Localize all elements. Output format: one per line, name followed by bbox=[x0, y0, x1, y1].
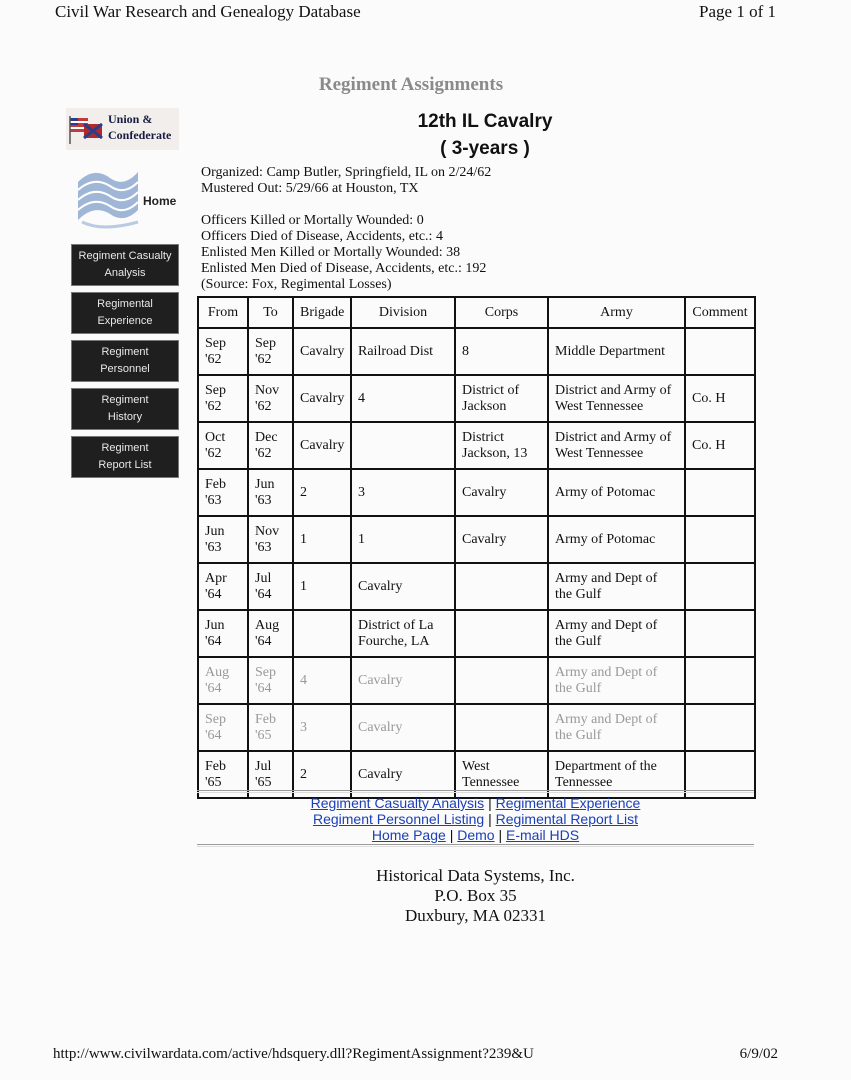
stat-line: Enlisted Men Killed or Mortally Wounded: 38 bbox=[201, 245, 461, 260]
table-cell: Feb '63 bbox=[198, 469, 248, 516]
table-header-row bbox=[198, 297, 755, 328]
table-cell: District Jackson, 13 bbox=[455, 422, 548, 469]
table-cell: Sep '64 bbox=[198, 704, 248, 751]
table-cell: Middle Department bbox=[548, 328, 685, 375]
table-cell bbox=[293, 610, 351, 657]
regiment-term: ( 3-years ) bbox=[440, 138, 530, 159]
table-cell: Cavalry bbox=[455, 469, 548, 516]
nav-regiment-personnel[interactable]: Regiment Personnel bbox=[71, 340, 179, 382]
page-number: Page 1 of 1 bbox=[699, 2, 776, 21]
table-cell: Feb '65 bbox=[198, 751, 248, 798]
table-row bbox=[198, 516, 755, 563]
table-row bbox=[198, 610, 755, 657]
table-cell: 8 bbox=[455, 328, 548, 375]
table-cell: 4 bbox=[293, 657, 351, 704]
section-title: Regiment Assignments bbox=[318, 74, 504, 95]
table-cell: Sep '62 bbox=[248, 328, 293, 375]
assignments-table bbox=[197, 296, 756, 799]
table-cell: 2 bbox=[293, 751, 351, 798]
table-row bbox=[198, 657, 755, 704]
table-cell bbox=[455, 610, 548, 657]
table-cell: Nov '63 bbox=[248, 516, 293, 563]
table-cell: Sep '64 bbox=[248, 657, 293, 704]
table-cell: Aug '64 bbox=[248, 610, 293, 657]
table-row bbox=[198, 375, 755, 422]
print-date: 6/9/02 bbox=[739, 1046, 778, 1062]
link-demo[interactable]: Demo bbox=[457, 827, 495, 843]
table-cell: Co. H bbox=[685, 375, 755, 422]
table-cell: Department of the Tennessee bbox=[548, 751, 685, 798]
po-box: P.O. Box 35 bbox=[434, 886, 517, 905]
nav-regiment-report-list[interactable]: Regiment Report List bbox=[71, 436, 179, 478]
table-cell: Co. H bbox=[685, 422, 755, 469]
table-cell: Sep '62 bbox=[198, 328, 248, 375]
table-cell: Cavalry bbox=[351, 751, 455, 798]
table-cell bbox=[685, 657, 755, 704]
table-cell: Cavalry bbox=[455, 516, 548, 563]
table-cell: District and Army of West Tennessee bbox=[548, 375, 685, 422]
table-cell bbox=[685, 704, 755, 751]
table-cell: Jul '65 bbox=[248, 751, 293, 798]
table-cell bbox=[685, 610, 755, 657]
table-cell: Dec '62 bbox=[248, 422, 293, 469]
table-cell: Cavalry bbox=[293, 422, 351, 469]
table-cell: Army and Dept of the Gulf bbox=[548, 563, 685, 610]
flag-icon bbox=[72, 160, 142, 238]
source-line: (Source: Fox, Regimental Losses) bbox=[201, 277, 392, 292]
column-header: To bbox=[248, 297, 293, 328]
link-email[interactable]: E-mail HDS bbox=[506, 827, 580, 843]
nav-regiment-history[interactable]: Regiment History bbox=[71, 388, 179, 430]
company-address bbox=[0, 866, 851, 926]
table-cell: District and Army of West Tennessee bbox=[548, 422, 685, 469]
column-header: Corps bbox=[455, 297, 548, 328]
table-row bbox=[198, 422, 755, 469]
table-cell: Army and Dept of the Gulf bbox=[548, 657, 685, 704]
regiment-name: 12th IL Cavalry bbox=[417, 111, 553, 132]
table-cell: Cavalry bbox=[293, 375, 351, 422]
table-cell: West Tennessee bbox=[455, 751, 548, 798]
table-cell: Army of Potomac bbox=[548, 469, 685, 516]
table-cell bbox=[685, 328, 755, 375]
table-cell: Jul '64 bbox=[248, 563, 293, 610]
company-name: Historical Data Systems, Inc. bbox=[376, 866, 575, 885]
link-separator: | bbox=[498, 827, 503, 843]
table-cell bbox=[455, 657, 548, 704]
table-cell bbox=[455, 563, 548, 610]
table-cell: Jun '63 bbox=[198, 516, 248, 563]
table-cell: 3 bbox=[351, 469, 455, 516]
table-cell: 2 bbox=[293, 469, 351, 516]
logo-line-1: Union & bbox=[108, 112, 153, 126]
link-separator: | bbox=[488, 795, 492, 811]
table-cell: Cavalry bbox=[351, 704, 455, 751]
table-cell: Cavalry bbox=[351, 563, 455, 610]
link-home-page[interactable]: Home Page bbox=[371, 827, 446, 843]
table-cell: Jun '64 bbox=[198, 610, 248, 657]
table-cell: Railroad Dist bbox=[351, 328, 455, 375]
flags-icon bbox=[68, 112, 106, 146]
link-report-list[interactable]: Regimental Report List bbox=[495, 811, 639, 827]
site-title: Civil War Research and Genealogy Database bbox=[55, 2, 361, 21]
table-cell: Cavalry bbox=[293, 328, 351, 375]
table-cell: Nov '62 bbox=[248, 375, 293, 422]
column-header: Division bbox=[351, 297, 455, 328]
bottom-divider bbox=[197, 844, 754, 847]
table-cell: Sep '62 bbox=[198, 375, 248, 422]
column-header: Army bbox=[548, 297, 685, 328]
table-cell: Apr '64 bbox=[198, 563, 248, 610]
top-divider bbox=[197, 790, 754, 793]
table-cell: Feb '65 bbox=[248, 704, 293, 751]
table-cell: Army and Dept of the Gulf bbox=[548, 704, 685, 751]
link-casualty-analysis[interactable]: Regiment Casualty Analysis bbox=[310, 795, 485, 811]
table-cell: Oct '62 bbox=[198, 422, 248, 469]
column-header: Brigade bbox=[293, 297, 351, 328]
nav-regiment-casualty-analysis[interactable]: Regiment Casualty Analysis bbox=[71, 244, 179, 286]
table-cell bbox=[685, 516, 755, 563]
mustered-out-line: Mustered Out: 5/29/66 at Houston, TX bbox=[201, 181, 419, 196]
table-row bbox=[198, 563, 755, 610]
table-cell: 4 bbox=[351, 375, 455, 422]
column-header: Comment bbox=[685, 297, 755, 328]
table-cell bbox=[351, 422, 455, 469]
home-label[interactable]: Home bbox=[143, 194, 177, 208]
table-row bbox=[198, 704, 755, 751]
table-row bbox=[198, 328, 755, 375]
stat-line: Enlisted Men Died of Disease, Accidents, etc.: 192 bbox=[201, 261, 487, 276]
stat-line: Officers Killed or Mortally Wounded: 0 bbox=[201, 213, 424, 228]
table-cell bbox=[685, 469, 755, 516]
footer-links bbox=[197, 795, 754, 843]
losses-info bbox=[201, 213, 486, 293]
table-cell: Army of Potomac bbox=[548, 516, 685, 563]
link-separator: | bbox=[488, 811, 492, 827]
table-cell: 1 bbox=[351, 516, 455, 563]
organized-info bbox=[201, 165, 491, 197]
table-cell bbox=[685, 563, 755, 610]
table-cell: 3 bbox=[293, 704, 351, 751]
link-personnel-listing[interactable]: Regiment Personnel Listing bbox=[312, 811, 485, 827]
table-cell: Aug '64 bbox=[198, 657, 248, 704]
table-cell: 1 bbox=[293, 516, 351, 563]
table-cell: District of La Fourche, LA bbox=[351, 610, 455, 657]
logo-line-2: Confederate bbox=[108, 128, 172, 142]
page-url: http://www.civilwardata.com/active/hdsquery.dll?RegimentAssignment?239&U bbox=[53, 1046, 534, 1062]
table-cell: Cavalry bbox=[351, 657, 455, 704]
table-row bbox=[198, 469, 755, 516]
union-confederate-logo bbox=[66, 108, 179, 150]
link-regimental-experience[interactable]: Regimental Experience bbox=[495, 795, 641, 811]
table-cell: 1 bbox=[293, 563, 351, 610]
table-cell: Army and Dept of the Gulf bbox=[548, 610, 685, 657]
city-state-zip: Duxbury, MA 02331 bbox=[404, 906, 547, 925]
nav-regimental-experience[interactable]: Regimental Experience bbox=[71, 292, 179, 334]
table-cell: District of Jackson bbox=[455, 375, 548, 422]
organized-line: Organized: Camp Butler, Springfield, IL on 2/24/62 bbox=[201, 165, 492, 180]
table-cell: Jun '63 bbox=[248, 469, 293, 516]
stat-line: Officers Died of Disease, Accidents, etc.: 4 bbox=[201, 229, 443, 244]
home-link[interactable] bbox=[72, 160, 182, 238]
table-cell bbox=[455, 704, 548, 751]
link-separator: | bbox=[449, 827, 454, 843]
table-body bbox=[198, 328, 755, 798]
column-header: From bbox=[198, 297, 248, 328]
